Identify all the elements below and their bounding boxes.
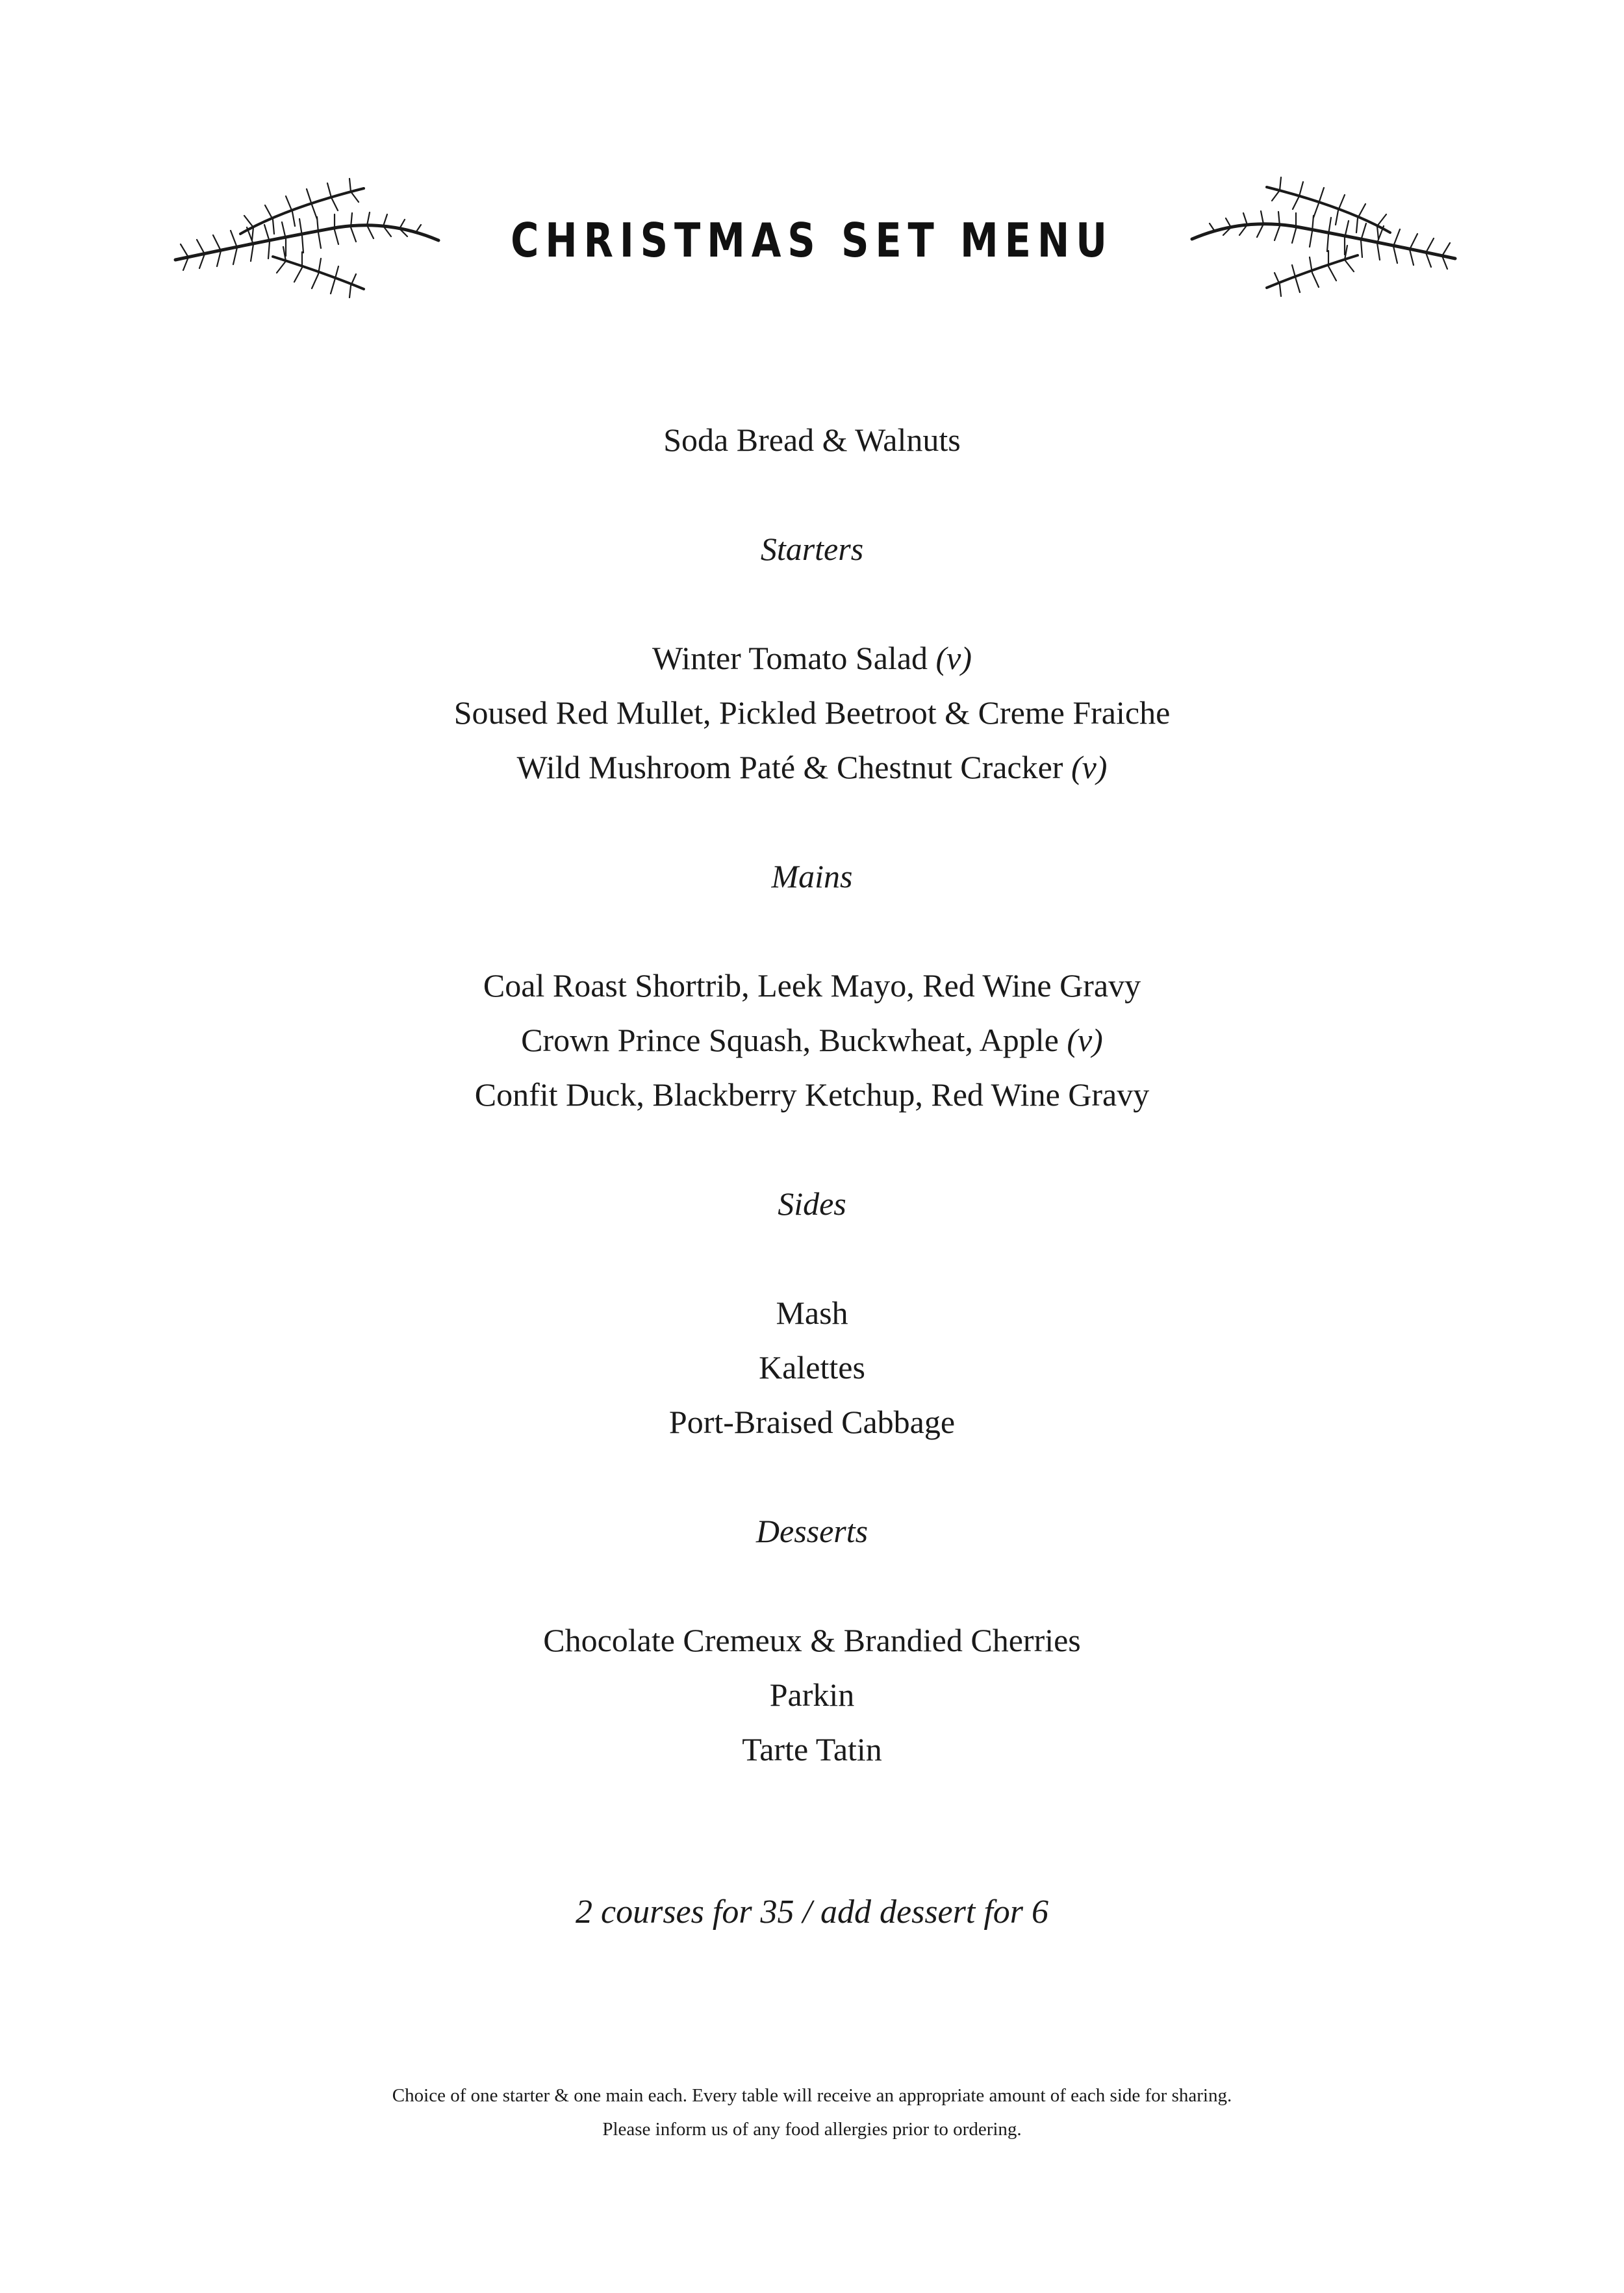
side-item: Mash [776, 1295, 848, 1331]
main-item-name: Confit Duck, Blackberry Ketchup, Red Wine Gravy [474, 1076, 1150, 1113]
dessert-item: Tarte Tatin [742, 1731, 882, 1767]
main-item [0, 1078, 1624, 1111]
dessert-item: Parkin [769, 1677, 855, 1713]
starter-item [0, 696, 1624, 729]
dessert-item: Chocolate Cremeux & Brandied Cherries [543, 1622, 1081, 1658]
vegetarian-tag: (v) [1071, 749, 1108, 785]
bread-line: Soda Bread & Walnuts [663, 422, 961, 458]
footer-note-2: Please inform us of any food allergies prior to ordering. [602, 2119, 1022, 2140]
main-item-name: Coal Roast Shortrib, Leek Mayo, Red Wine Gravy [483, 967, 1141, 1004]
side-item: Kalettes [759, 1349, 865, 1386]
starter-item-name: Wild Mushroom Paté & Chestnut Cracker [516, 749, 1063, 785]
sides-heading: Sides [778, 1185, 846, 1222]
main-item [0, 1024, 1624, 1056]
mains-heading: Mains [771, 858, 853, 894]
main-item [0, 969, 1624, 1002]
starter-item-name: Soused Red Mullet, Pickled Beetroot & Creme Fraiche [453, 694, 1171, 731]
price-line: 2 courses for 35 / add dessert for 6 [576, 1894, 1048, 1931]
starter-item [0, 642, 1624, 674]
vegetarian-tag: (v) [1067, 1022, 1103, 1058]
footer-note-1: Choice of one starter & one main each. Every table will receive an appropriate amount of each side for sharing. [392, 2085, 1232, 2106]
desserts-heading: Desserts [755, 1513, 869, 1549]
menu-title: CHRISTMAS SET MENU [511, 213, 1113, 268]
starter-item-name: Winter Tomato Salad [652, 640, 928, 676]
main-item-name: Crown Prince Squash, Buckwheat, Apple [521, 1022, 1059, 1058]
side-item: Port-Braised Cabbage [668, 1404, 956, 1440]
vegetarian-tag: (v) [935, 640, 972, 676]
starter-item [0, 751, 1624, 783]
starters-heading: Starters [760, 531, 864, 567]
